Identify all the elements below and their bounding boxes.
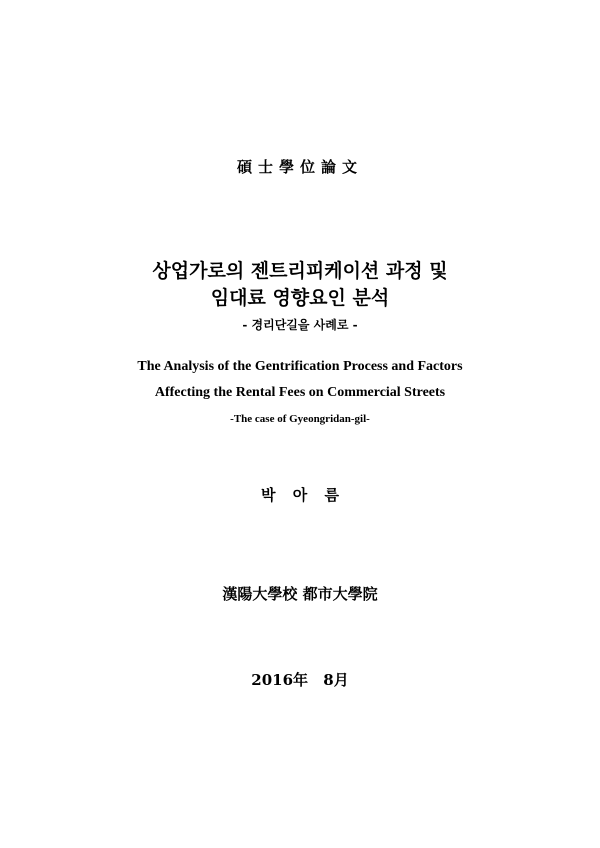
korean-title-line-2: 임대료 영향요인 분석 <box>210 287 390 309</box>
korean-subtitle: - 경리단길을 사례로 - <box>242 318 358 332</box>
english-title-line-1: The Analysis of the Gentrification Process and Factors <box>137 359 463 374</box>
author-name: 박 아 름 <box>261 486 339 504</box>
korean-title-line-1: 상업가로의 젠트리피케이션 과정 및 <box>152 260 448 282</box>
school-name: 漢陽大學校 都市大學院 <box>222 585 378 603</box>
english-title-line-2: Affecting the Rental Fees on Commercial Streets <box>154 385 446 400</box>
english-subtitle: -The case of Gyeongridan-gil- <box>230 413 370 425</box>
submission-date: 2016年 8月 <box>251 671 349 689</box>
degree-label: 碩士學位論文 <box>236 158 363 176</box>
